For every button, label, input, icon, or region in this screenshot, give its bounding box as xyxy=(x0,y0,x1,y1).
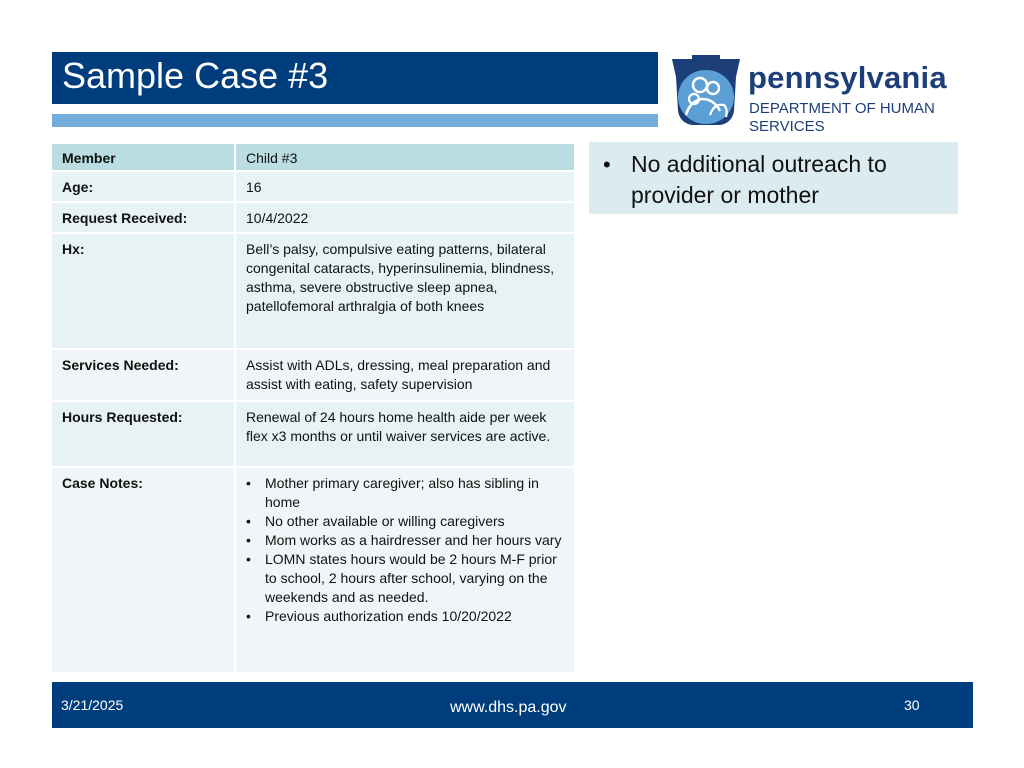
case-table xyxy=(52,142,574,674)
list-item: • Mom works as a hairdresser and her hours vary xyxy=(246,532,562,548)
table-row-case-notes xyxy=(52,468,574,672)
row-label: Services Needed: xyxy=(52,350,236,400)
header-value: Child #3 xyxy=(236,144,574,170)
bullet-icon: • xyxy=(246,475,251,491)
table-row-age xyxy=(52,172,574,201)
row-label: Request Received: xyxy=(52,203,236,232)
list-item: • Mother primary caregiver; also has sibling in home xyxy=(246,475,539,510)
keystone-family-seal-icon xyxy=(670,55,742,127)
logo-wordmark: pennsylvania xyxy=(748,60,947,95)
case-notes-list xyxy=(246,474,565,626)
row-label: Case Notes: xyxy=(52,468,236,672)
outreach-callout xyxy=(589,142,958,214)
list-item: • LOMN states hours would be 2 hours M-F prior to school, 2 hours after school, varying on the weekends and as needed. xyxy=(246,551,557,605)
title-bar xyxy=(52,52,658,104)
row-label: Age: xyxy=(52,172,236,201)
bullet-icon: • xyxy=(603,152,611,177)
table-row-hx xyxy=(52,234,574,348)
row-value: 10/4/2022 xyxy=(236,203,574,232)
row-value: Assist with ADLs, dressing, meal preparation and assist with eating, safety supervision xyxy=(236,350,574,400)
footer-url[interactable]: www.dhs.pa.gov xyxy=(450,699,567,716)
list-item: • No other available or willing caregivers xyxy=(246,513,505,529)
callout-text: No additional outreach to provider or mother xyxy=(631,151,887,208)
footer-date: 3/21/2025 xyxy=(61,697,124,713)
pa-dhs-logo xyxy=(670,55,1010,135)
row-label: Hx: xyxy=(52,234,236,348)
table-header-row xyxy=(52,144,574,170)
slide-title: Sample Case #3 xyxy=(62,55,329,96)
row-value: Renewal of 24 hours home health aide per week flex x3 months or until waiver services are active. xyxy=(236,402,574,466)
row-value: 16 xyxy=(236,172,574,201)
bullet-icon: • xyxy=(246,513,251,529)
row-value: Bell’s palsy, compulsive eating patterns, bilateral congenital cataracts, hyperinsulinemia, blindness, asthma, severe obstructive sleep apnea, patellofemoral arthralgia of both knees xyxy=(236,234,574,348)
table-row-services-needed xyxy=(52,350,574,400)
list-item: • Previous authorization ends 10/20/2022 xyxy=(246,608,512,624)
table-row-hours-requested xyxy=(52,402,574,466)
title-divider xyxy=(52,104,658,114)
header-label: Member xyxy=(52,144,236,170)
bullet-icon: • xyxy=(246,608,251,624)
bullet-icon: • xyxy=(246,532,251,548)
logo-department: DEPARTMENT OF HUMAN SERVICES xyxy=(749,100,935,135)
row-label: Hours Requested: xyxy=(52,402,236,466)
table-row-request-received xyxy=(52,203,574,232)
page-number: 30 xyxy=(904,697,920,713)
row-value xyxy=(236,468,574,672)
title-accent-stripe xyxy=(52,114,658,127)
bullet-icon: • xyxy=(246,551,251,567)
footer-bar xyxy=(52,682,973,728)
